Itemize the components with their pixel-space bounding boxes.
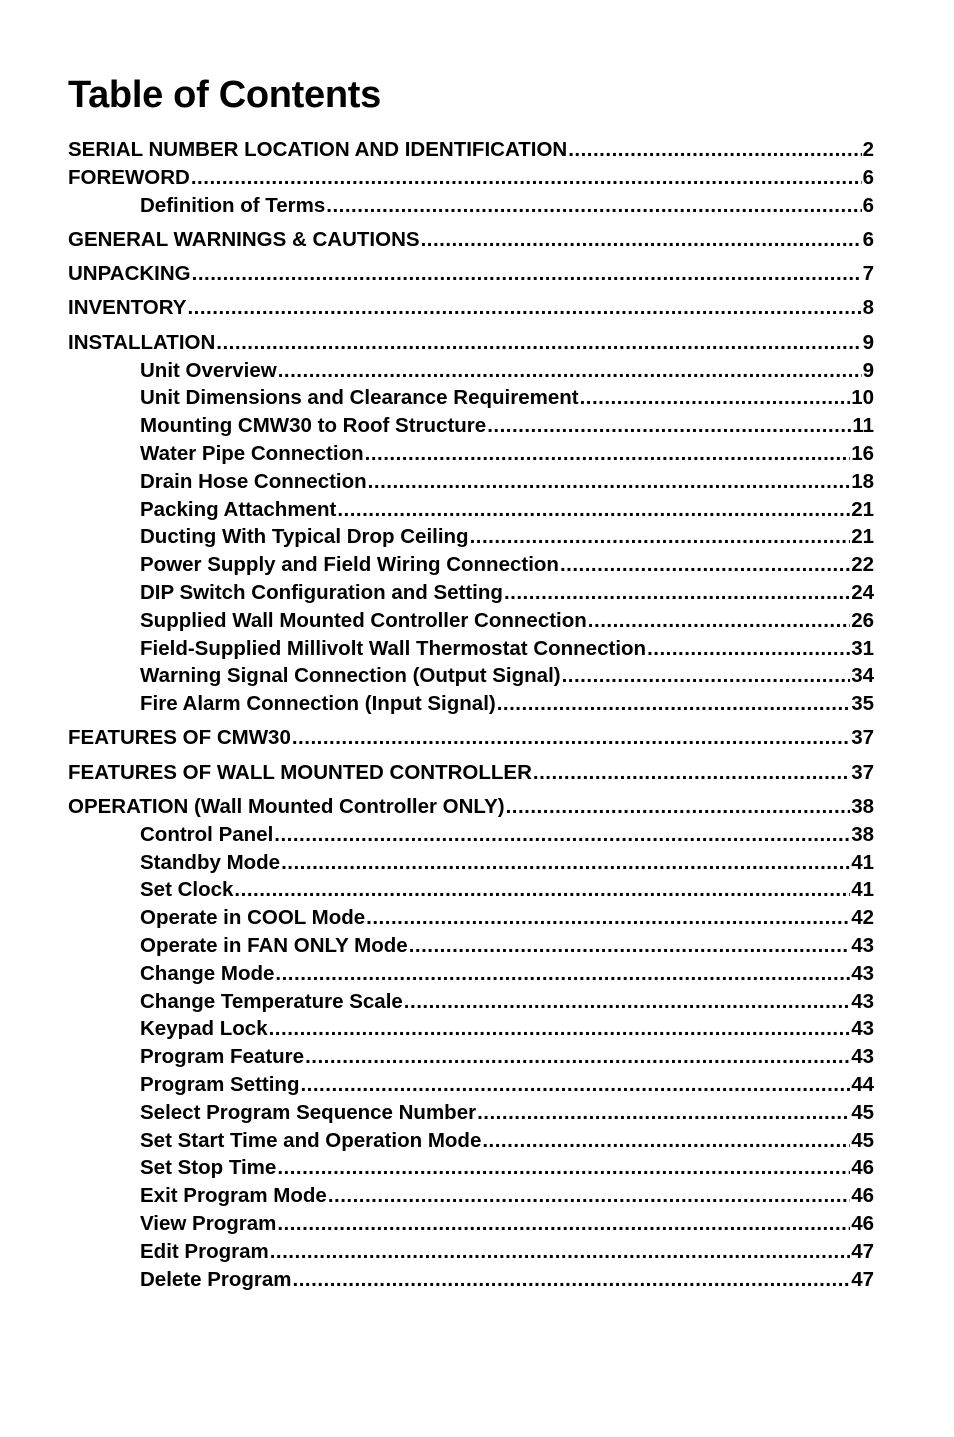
toc-subsection-entry[interactable] <box>68 1127 874 1155</box>
toc-page-number: 21 <box>851 525 874 549</box>
toc-entry-title: Water Pipe Connection <box>140 441 364 465</box>
toc-subsection-entry[interactable] <box>68 960 874 988</box>
toc-page-number: 43 <box>851 961 874 985</box>
toc-subsection-entry[interactable] <box>68 1238 874 1266</box>
toc-page-number: 11 <box>852 414 874 438</box>
toc-entry-title: Set Stop Time <box>140 1156 277 1180</box>
toc-subsection-entry[interactable] <box>68 192 874 220</box>
dot-leader <box>191 164 862 192</box>
toc-entry-title: UNPACKING <box>68 262 191 286</box>
toc-entry-title: INSTALLATION <box>68 330 216 354</box>
dot-leader <box>368 468 851 496</box>
dot-leader <box>216 329 861 357</box>
toc-page-number: 18 <box>851 469 874 493</box>
toc-entry-title: Operate in FAN ONLY Mode <box>140 934 408 958</box>
toc-entry-title: Keypad Lock <box>140 1017 268 1041</box>
dot-leader <box>560 551 850 579</box>
toc-entry-title: Warning Signal Connection (Output Signal) <box>140 664 561 688</box>
toc-subsection-entry[interactable] <box>68 1071 874 1099</box>
toc-page-number: 47 <box>851 1267 874 1291</box>
dot-leader <box>568 136 861 164</box>
toc-entry-title: Packing Attachment <box>140 497 337 521</box>
dot-leader <box>337 496 850 524</box>
toc-section-entry[interactable] <box>68 136 874 164</box>
dot-leader <box>497 690 850 718</box>
toc-entry-title: Set Clock <box>140 878 234 902</box>
toc-page-number: 24 <box>851 580 874 604</box>
toc-entry-title: Mounting CMW30 to Roof Structure <box>140 414 487 438</box>
dot-leader <box>278 357 862 385</box>
toc-page-number: 34 <box>851 664 874 688</box>
toc-entry-title: Operate in COOL Mode <box>140 906 366 930</box>
dot-leader <box>647 635 850 663</box>
toc-page-number: 9 <box>862 330 874 354</box>
table-of-contents <box>68 136 874 1293</box>
toc-entry-title: Change Temperature Scale <box>140 989 403 1013</box>
toc-entry-title: Fire Alarm Connection (Input Signal) <box>140 692 496 716</box>
toc-subsection-entry[interactable] <box>68 551 874 579</box>
toc-subsection-entry[interactable] <box>68 440 874 468</box>
toc-page-number: 6 <box>862 165 874 189</box>
toc-page-number: 43 <box>851 1045 874 1069</box>
toc-page-number: 43 <box>851 1017 874 1041</box>
toc-entry-title: Power Supply and Field Wiring Connection <box>140 553 559 577</box>
toc-entry-title: Field-Supplied Millivolt Wall Thermostat Connection <box>140 636 647 660</box>
dot-leader <box>274 821 850 849</box>
toc-entry-title: Supplied Wall Mounted Controller Connection <box>140 608 587 632</box>
toc-subsection-entry[interactable] <box>68 579 874 607</box>
toc-subsection-entry[interactable] <box>68 821 874 849</box>
dot-leader <box>328 1182 850 1210</box>
dot-leader <box>192 260 862 288</box>
dot-leader <box>293 1266 851 1294</box>
toc-entry-title: GENERAL WARNINGS & CAUTIONS <box>68 227 420 251</box>
toc-page-number: 38 <box>851 822 874 846</box>
toc-subsection-entry[interactable] <box>68 607 874 635</box>
dot-leader <box>588 607 850 635</box>
toc-entry-title: Edit Program <box>140 1239 269 1263</box>
toc-page-number: 44 <box>851 1073 874 1096</box>
toc-page-number: 22 <box>851 553 874 577</box>
toc-page-number: 46 <box>851 1211 874 1235</box>
toc-page-number: 46 <box>851 1156 874 1180</box>
toc-page-number: 42 <box>851 906 874 930</box>
toc-subsection-entry[interactable] <box>68 690 874 718</box>
toc-page-number: 45 <box>851 1128 874 1152</box>
page-title: Table of Contents <box>68 74 381 116</box>
toc-page-number: 35 <box>851 692 874 716</box>
toc-entry-title: FOREWORD <box>68 165 190 189</box>
toc-page-number: 16 <box>851 441 874 465</box>
toc-subsection-entry[interactable] <box>68 1015 874 1043</box>
toc-subsection-entry[interactable] <box>68 904 874 932</box>
toc-subsection-entry[interactable] <box>68 1182 874 1210</box>
toc-page-number: 37 <box>851 760 874 784</box>
toc-subsection-entry[interactable] <box>68 849 874 877</box>
dot-leader <box>477 1099 850 1127</box>
toc-entry-title: SERIAL NUMBER LOCATION AND IDENTIFICATION <box>68 138 568 161</box>
toc-section-entry[interactable] <box>68 759 874 787</box>
toc-entry-title: FEATURES OF CMW30 <box>68 726 291 750</box>
toc-section-entry[interactable] <box>68 724 874 752</box>
toc-entry-title: Standby Mode <box>140 850 281 874</box>
toc-subsection-entry[interactable] <box>68 523 874 551</box>
toc-page-number: 6 <box>862 227 874 251</box>
toc-page-number: 21 <box>851 497 874 521</box>
toc-page-number: 38 <box>851 795 874 819</box>
dot-leader <box>580 384 851 412</box>
toc-entry-title: Program Feature <box>140 1045 305 1069</box>
dot-leader <box>470 523 851 551</box>
toc-page-number: 31 <box>851 636 874 660</box>
dot-leader <box>533 759 850 787</box>
toc-section-entry[interactable] <box>68 294 874 322</box>
toc-page-number: 43 <box>851 989 874 1013</box>
toc-entry-title: Drain Hose Connection <box>140 469 367 493</box>
dot-leader <box>300 1071 850 1099</box>
dot-leader <box>404 988 850 1016</box>
dot-leader <box>487 412 851 440</box>
toc-entry-title: DIP Switch Configuration and Setting <box>140 580 503 604</box>
toc-subsection-entry[interactable] <box>68 412 874 440</box>
dot-leader <box>277 1154 850 1182</box>
toc-page-number: 7 <box>862 262 874 286</box>
toc-page-number: 41 <box>851 850 874 874</box>
toc-page-number: 2 <box>862 138 874 161</box>
toc-page-number: 26 <box>851 608 874 632</box>
dot-leader <box>234 876 850 904</box>
toc-entry-title: Exit Program Mode <box>140 1184 327 1208</box>
toc-entry-title: Unit Dimensions and Clearance Requirement <box>140 386 579 410</box>
dot-leader <box>275 960 850 988</box>
dot-leader <box>421 226 862 254</box>
toc-entry-title: Program Setting <box>140 1073 300 1096</box>
toc-subsection-entry[interactable] <box>68 635 874 663</box>
toc-subsection-entry[interactable] <box>68 384 874 412</box>
toc-entry-title: Control Panel <box>140 822 274 846</box>
toc-entry-title: Delete Program <box>140 1267 292 1291</box>
dot-leader <box>562 662 851 690</box>
dot-leader <box>504 579 850 607</box>
dot-leader <box>305 1043 850 1071</box>
toc-entry-title: Change Mode <box>140 961 275 985</box>
toc-page-number: 41 <box>851 878 874 902</box>
toc-entry-title: OPERATION (Wall Mounted Controller ONLY) <box>68 795 505 819</box>
toc-entry-title: INVENTORY <box>68 296 187 320</box>
toc-subsection-entry[interactable] <box>68 1266 874 1294</box>
toc-page-number: 45 <box>851 1100 874 1124</box>
dot-leader <box>506 793 851 821</box>
toc-entry-title: Unit Overview <box>140 358 277 382</box>
toc-page-number: 37 <box>851 726 874 750</box>
toc-subsection-entry[interactable] <box>68 1154 874 1182</box>
toc-subsection-entry[interactable] <box>68 496 874 524</box>
dot-leader <box>366 904 850 932</box>
dot-leader <box>269 1015 851 1043</box>
toc-page-number: 47 <box>851 1239 874 1263</box>
dot-leader <box>482 1127 850 1155</box>
toc-subsection-entry[interactable] <box>68 988 874 1016</box>
toc-subsection-entry[interactable] <box>68 1043 874 1071</box>
toc-section-entry[interactable] <box>68 260 874 288</box>
dot-leader <box>292 724 850 752</box>
toc-subsection-entry[interactable] <box>68 468 874 496</box>
toc-subsection-entry[interactable] <box>68 1210 874 1238</box>
toc-entry-title: Select Program Sequence Number <box>140 1100 477 1124</box>
toc-subsection-entry[interactable] <box>68 662 874 690</box>
toc-subsection-entry[interactable] <box>68 357 874 385</box>
dot-leader <box>326 192 861 220</box>
dot-leader <box>281 849 850 877</box>
toc-section-entry[interactable] <box>68 226 874 254</box>
toc-subsection-entry[interactable] <box>68 876 874 904</box>
toc-subsection-entry[interactable] <box>68 1099 874 1127</box>
toc-entry-title: Set Start Time and Operation Mode <box>140 1128 482 1152</box>
dot-leader <box>277 1210 850 1238</box>
toc-section-entry[interactable] <box>68 164 874 192</box>
toc-page-number: 43 <box>851 934 874 958</box>
toc-entry-title: FEATURES OF WALL MOUNTED CONTROLLER <box>68 760 532 784</box>
dot-leader <box>187 294 861 322</box>
toc-section-entry[interactable] <box>68 793 874 821</box>
toc-page-number: 8 <box>862 296 874 320</box>
toc-entry-title: Ducting With Typical Drop Ceiling <box>140 525 469 549</box>
toc-entry-title: Definition of Terms <box>140 193 326 217</box>
toc-page-number: 46 <box>851 1184 874 1208</box>
dot-leader <box>270 1238 850 1266</box>
toc-subsection-entry[interactable] <box>68 932 874 960</box>
toc-section-entry[interactable] <box>68 329 874 357</box>
toc-entry-title: View Program <box>140 1211 277 1235</box>
dot-leader <box>365 440 851 468</box>
toc-page-number: 6 <box>862 193 874 217</box>
toc-page-number: 9 <box>862 358 874 382</box>
dot-leader <box>409 932 850 960</box>
toc-page-number: 10 <box>851 386 874 410</box>
